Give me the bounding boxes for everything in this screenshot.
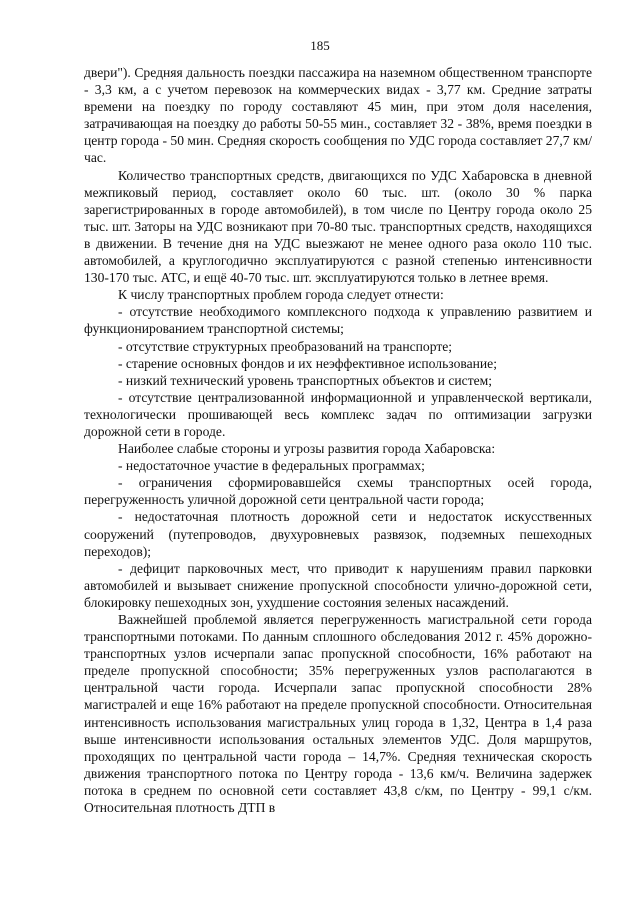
paragraph: К числу транспортных проблем города следует отнести: [118,287,444,303]
page-body [84,64,592,816]
list-item: - старение основных фондов и их неэффективное использование; [118,355,497,371]
list-item: - низкий технический уровень транспортных объектов и систем; [118,372,493,388]
list-item: - недостаточное участие в федеральных программах; [118,458,425,474]
paragraph: Количество транспортных средств, двигающихся по УДС Хабаровска в дневной межпиковый период, составляет около 60 тыс. шт. (около 30 % парка зарегистрированных в городе автомобилей), в том числе по Центру города около 25 тыс. шт. Заторы на УДС возникают при 70-80 тыс. транспортных средств, находящихся в движении. В течение дня на УДС выезжают не менее одного раза около 110 тыс. автомобилей, а круглогодично эксплуатируются с разной степенью интенсивности 130-170 тыс. АТС, и ещё 40-70 тыс. шт. эксплуатируются только в летнее время. [84,167,592,286]
list-item: - отсутствие централизованной информационной и управленческой вертикали, технологически прошивающей весь комплекс задач по оптимизации загрузки дорожной сети в городе. [84,389,592,439]
list-item: - дефицит парковочных мест, что приводит к нарушениям правил парковки автомобилей и вызывает снижение пропускной способности улично-дорожной сети, блокировку пешеходных зон, ухудшение состояния зеленых насаждений. [84,560,592,610]
paragraph: Наиболее слабые стороны и угрозы развития города Хабаровска: [118,441,496,457]
list-item: - отсутствие структурных преобразований на транспорте; [118,338,453,354]
paragraph: Важнейшей проблемой является перегруженность магистральной сети города транспортными потоками. По данным сплошного обследования 2012 г. 45% дорожно-транспортных узлов исчерпали запас пропускной способности, 16% работают на пределе пропускной способности; 35% перегруженных узлов располагаются в центральной части города. Исчерпали запас пропускной способности 28% магистралей и еще 16% работают на пределе пропускной способности. Относительная интенсивность использования магистральных улиц города в 1,32, Центра в 1,4 раза выше интенсивности использования остальных элементов УДС. Доля маршрутов, проходящих по центральной части города – 14,7%. Средняя техническая скорость движения транспортного потока по Центру города - 13,6 км/ч. Величина задержек потока в среднем по основной сети составляет 43,8 с/км, по Центру - 99,1 с/км. Относительная плотность ДТП в [84,612,592,816]
list-item: - отсутствие необходимого комплексного подхода к управлению развитием и функционированием транспортной системы; [84,304,592,337]
paragraph: двери"). Средняя дальность поездки пассажира на наземном общественном транспорте - 3,3 км, а с учетом перевозок на коммерческих видах - 3,77 км. Средние затраты времени на поездку по городу составляют 45 мин, при этом доля населения, затрачивающая на поездку до работы 50-55 мин., составляет 32 - 38%, время поездки в центр города - 50 мин. Средняя скорость сообщения по УДС города составляет 27,7 км/час. [84,65,592,166]
list-item: - ограничения сформировавшейся схемы транспортных осей города, перегруженность уличной дорожной сети центральной части города; [84,475,592,508]
list-item: - недостаточная плотность дорожной сети и недостаток искусственных сооружений (путепроводов, двухуровневых развязок, подземных пешеходных переходов); [84,509,592,559]
page-number: 185 [310,38,330,53]
